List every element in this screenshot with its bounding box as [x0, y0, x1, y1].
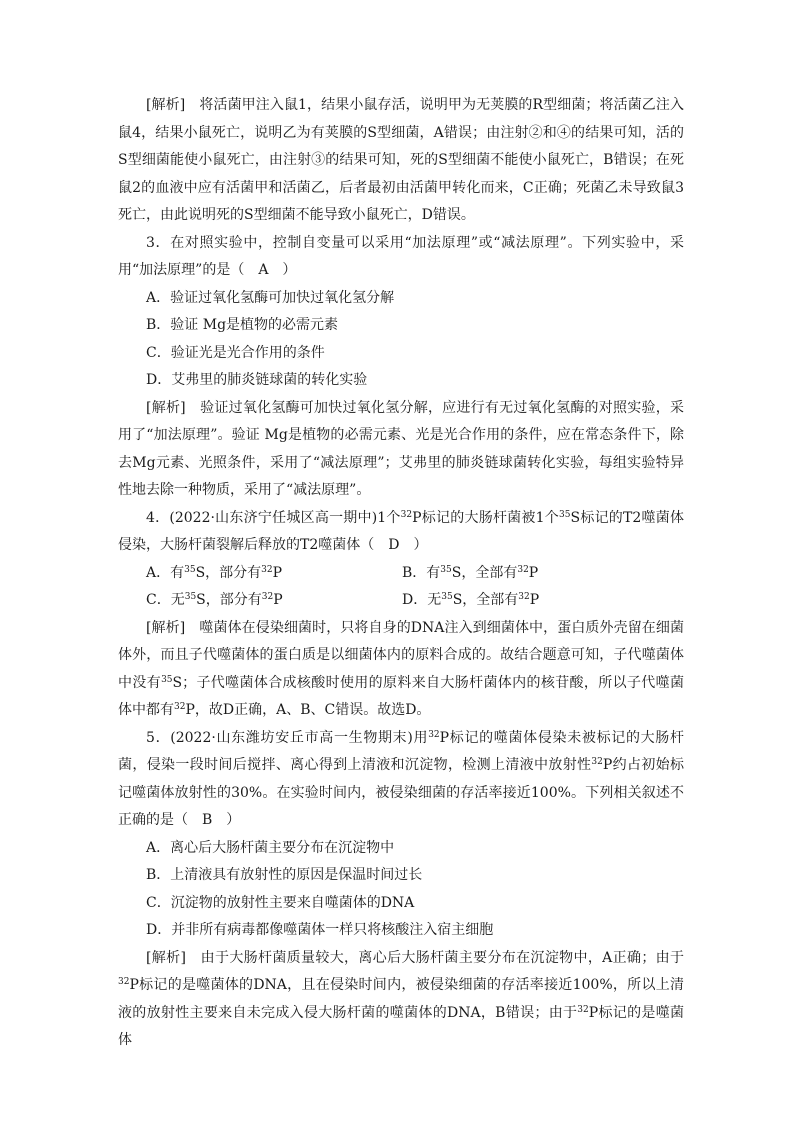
- question-5-option-a: A．离心后大肠杆菌主要分布在沉淀物中: [146, 839, 395, 856]
- analysis-tag: [解析]: [146, 97, 186, 113]
- question-3-option-a: A．验证过氧化氢酶可加快过氧化氢分解: [146, 289, 395, 306]
- question-5-option-d: D．并非所有病毒都像噬菌体一样只将核酸注入宿主细胞: [146, 922, 494, 938]
- question-4-options-row-2: [118, 587, 684, 615]
- question-5-stem: 5．(2022·山东潍坊安丘市高一生物期末)用$^{32}$P标记的噬菌体侵染未被标记的大肠杆菌，侵染一段时间后搅拌、离心得到上清液和沉淀物，检测上清液中放射性$^{32}$P约占初始标记噬菌体放射性的30%。在实验时间内，被侵染细菌的存活率接近100%。下列相关叙述不正确的是（ B ）: [118, 729, 685, 828]
- question-3-option-d: D．艾弗里的肺炎链球菌的转化实验: [146, 372, 368, 388]
- question-4-option-b: B．有$^{35}$S，全部有$^{32}$P: [402, 564, 539, 581]
- question-3-option-b: B．验证 Mg是植物的必需元素: [146, 317, 339, 333]
- question-4-option-a: A．有$^{35}$S，部分有$^{32}$P: [146, 564, 283, 581]
- question-4-stem: 4．(2022·山东济宁任城区高一期中)1个$^{32}$P标记的大肠杆菌被1个$^{35}$S标记的T2噬菌体侵染，大肠杆菌裂解后释放的T2噬菌体（ D ）: [118, 509, 685, 553]
- question-5-option-b: B．上清液具有放射性的原因是保温时间过长: [146, 867, 423, 883]
- analysis-q5: [解析] 由于大肠杆菌质量较大，离心后大肠杆菌主要分布在沉淀物中，A正确；由于$^{32}$P标记的是噬菌体的DNA，且在侵染时间内，被侵染细菌的存活率接近100%，所以上清液的放射性主要来自未完成入侵大肠杆菌的噬菌体的DNA，B错误；由于$^{32}$P标记的是噬菌体: [118, 949, 684, 1048]
- analysis-tag: [解析]: [146, 619, 186, 636]
- analysis-tag: [解析]: [146, 399, 186, 416]
- analysis-q3: [118, 395, 684, 505]
- question-3-option-c: C．验证光是光合作用的条件: [146, 344, 325, 361]
- analysis-text: 将活菌甲注入鼠1，结果小鼠存活，说明甲为无荚膜的R型细菌；将活菌乙注入鼠4，结果小鼠死亡，说明乙为有荚膜的S型细菌，A错误；由注射②和④的结果可知，活的S型细菌能使小鼠死亡，由注射③的结果可知，死的S型细菌不能使小鼠死亡，B错误；在死鼠2的血液中应有活菌甲和活菌乙，后者最初由活菌甲转化而来，C正确；死菌乙未导致鼠3死亡，由此说明死的S型细菌不能导致小鼠死亡，D错误。: [118, 97, 684, 223]
- question-4-option-c: C．无$^{35}$S，部分有$^{32}$P: [146, 592, 283, 608]
- analysis-q2: [118, 92, 684, 230]
- question-5-option-c: C．沉淀物的放射性主要来自噬菌体的DNA: [146, 894, 415, 911]
- analysis-q4: [解析] 噬菌体在侵染细菌时，只将自身的DNA注入到细菌体中，蛋白质外壳留在细菌体外，而且子代噬菌体的蛋白质是以细菌体内的原料合成的。故结合题意可知，子代噬菌体中没有$^{35}$S；子代噬菌体合成核酸时使用的原料来自大肠杆菌体内的核苷酸，所以子代噬菌体中都有$^{32}$P，故D正确，A、B、C错误。故选D。: [118, 619, 685, 718]
- analysis-tag: [解析]: [146, 949, 186, 966]
- question-4-options-row-1: [118, 560, 684, 588]
- analysis-text: 验证过氧化氢酶可加快过氧化氢分解，应进行有无过氧化氢酶的对照实验，采用了“加法原理”。验证 Mg是植物的必需元素、光是光合作用的条件，应在常态条件下，除去Mg元素、光照条件，采用了“减法原理”；艾弗里的肺炎链球菌转化实验，每组实验特异性地去除一种物质，采用了“减法原理”。: [118, 399, 684, 498]
- question-4-option-d: D．无$^{35}$S，全部有$^{32}$P: [402, 592, 540, 608]
- question-3-stem: 3．在对照实验中，控制自变量可以采用“加法原理”或“减法原理”。下列实验中，采用“加法原理”的是（ A ）: [118, 234, 684, 278]
